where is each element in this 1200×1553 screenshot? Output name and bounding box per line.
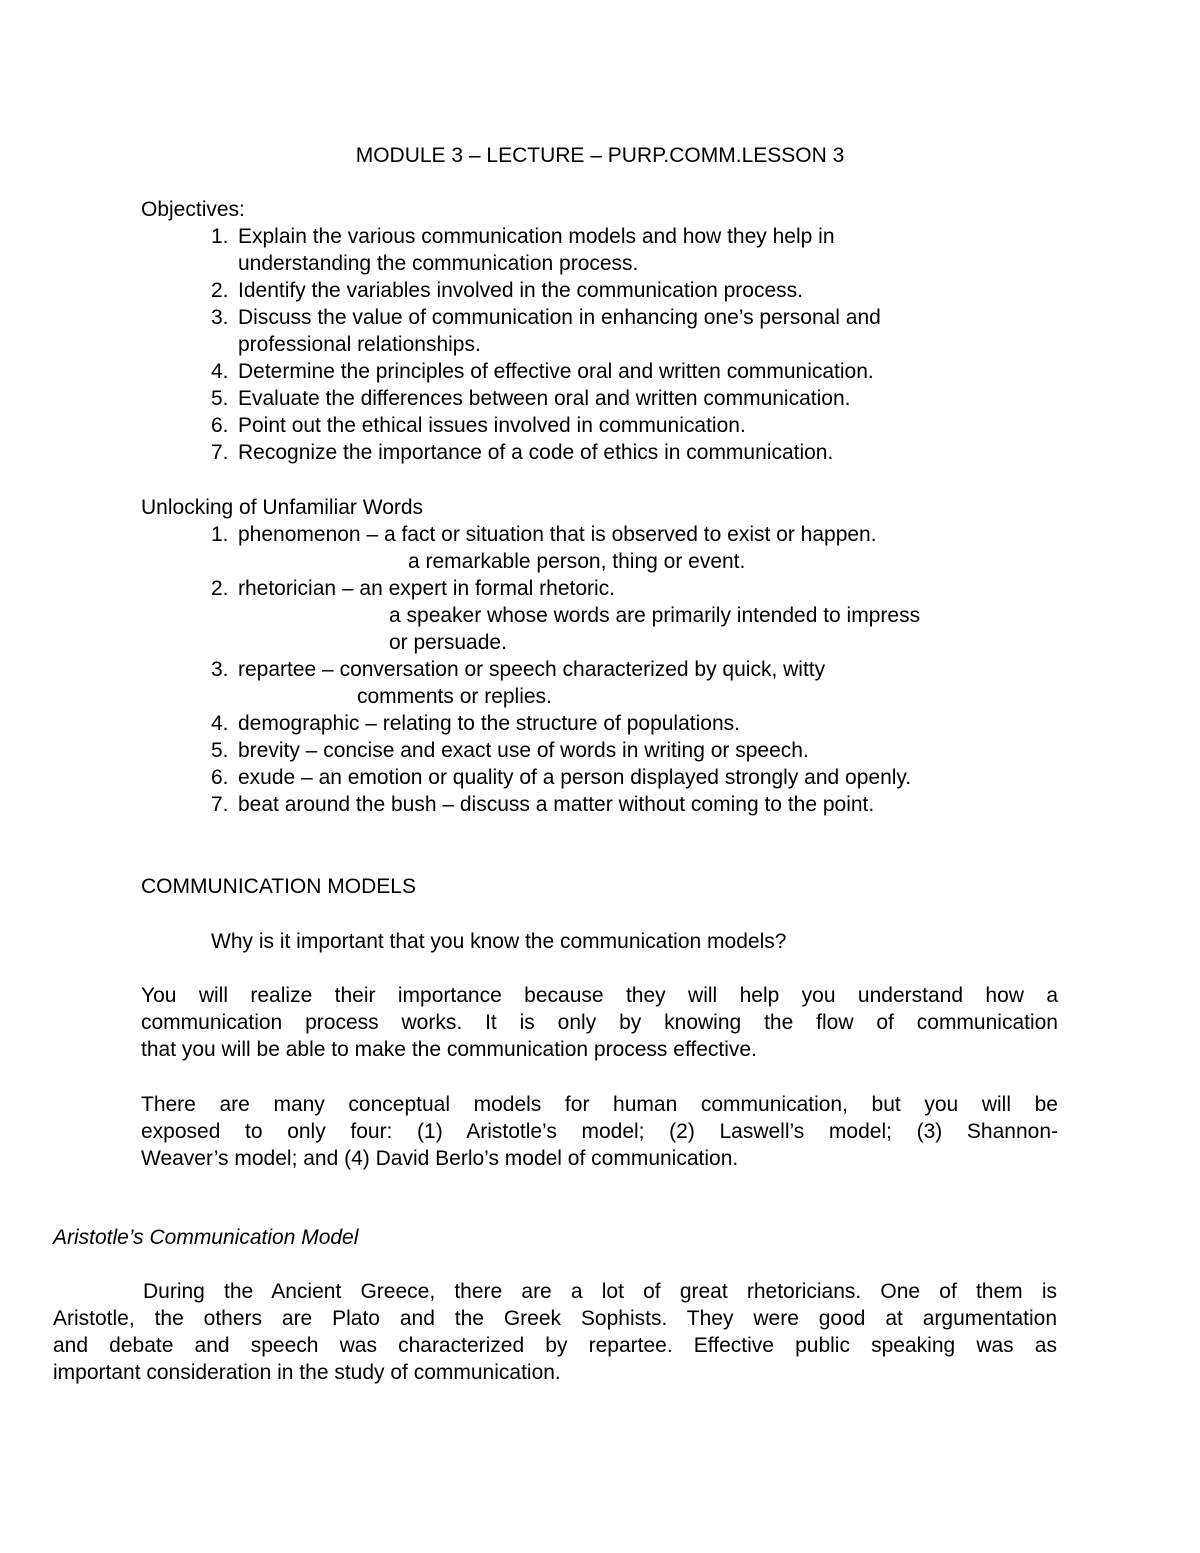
aristotle-paragraph: During the Ancient Greece, there are a lot of great rhetoricians. One of them is Aristotle, the others are Plato and the Greek Sophists. They were good at argumentation and debate and speech was characterized by repartee. Effective public speaking was as important consideration in the study of communication.: [53, 1280, 1057, 1384]
vocabulary-list: [141, 521, 1058, 818]
list-item: 3. Discuss the value of communication in enhancing one’s personal and professional relationships.: [211, 306, 881, 356]
list-item: 6. Point out the ethical issues involved in communication.: [211, 414, 746, 437]
objectives-heading: Objectives:: [141, 198, 245, 221]
list-item: 1. Explain the various communication models and how they help in understanding the communication process.: [211, 225, 835, 275]
list-item: 5. Evaluate the differences between oral and written communication.: [211, 387, 851, 410]
list-item: 1. phenomenon – a fact or situation that is observed to exist or happen. a remarkable person, thing or event.: [211, 523, 877, 573]
models-paragraph-1: You will realize their importance because they will help you understand how a communication process works. It is only by knowing the flow of communication that you will be able to make the communication process effective.: [141, 984, 1058, 1061]
list-item: 5. brevity – concise and exact use of words in writing or speech.: [211, 739, 809, 762]
models-heading: COMMUNICATION MODELS: [141, 875, 416, 898]
list-item: 2. rhetorician – an expert in formal rhetoric. a speaker whose words are primarily intended to impress or persuade.: [211, 577, 921, 654]
list-item: 3. repartee – conversation or speech characterized by quick, witty comments or replies.: [211, 658, 826, 708]
list-item: 2. Identify the variables involved in the communication process.: [211, 279, 803, 302]
objectives-section: [141, 196, 1058, 466]
list-item: 7. beat around the bush – discuss a matter without coming to the point.: [211, 793, 875, 816]
objectives-list: [141, 223, 1058, 466]
aristotle-heading: Aristotle’s Communication Model: [53, 1226, 359, 1249]
list-item: 7. Recognize the importance of a code of ethics in communication.: [211, 441, 834, 464]
models-question: Why is it important that you know the communication models?: [211, 930, 787, 953]
vocabulary-heading: Unlocking of Unfamiliar Words: [141, 496, 424, 519]
list-item: 4. Determine the principles of effective oral and written communication.: [211, 360, 874, 383]
list-item: 4. demographic – relating to the structure of populations.: [211, 712, 740, 735]
models-paragraph-2: There are many conceptual models for human communication, but you will be exposed to only four: (1) Aristotle’s model; (2) Laswell’s model; (3) Shannon- Weaver’s model; and (4) David Berlo’s model of communication.: [141, 1093, 1058, 1170]
list-item: 6. exude – an emotion or quality of a person displayed strongly and openly.: [211, 766, 912, 789]
vocabulary-section: [141, 494, 1058, 818]
page-title: MODULE 3 – LECTURE – PURP.COMM.LESSON 3: [355, 144, 845, 167]
